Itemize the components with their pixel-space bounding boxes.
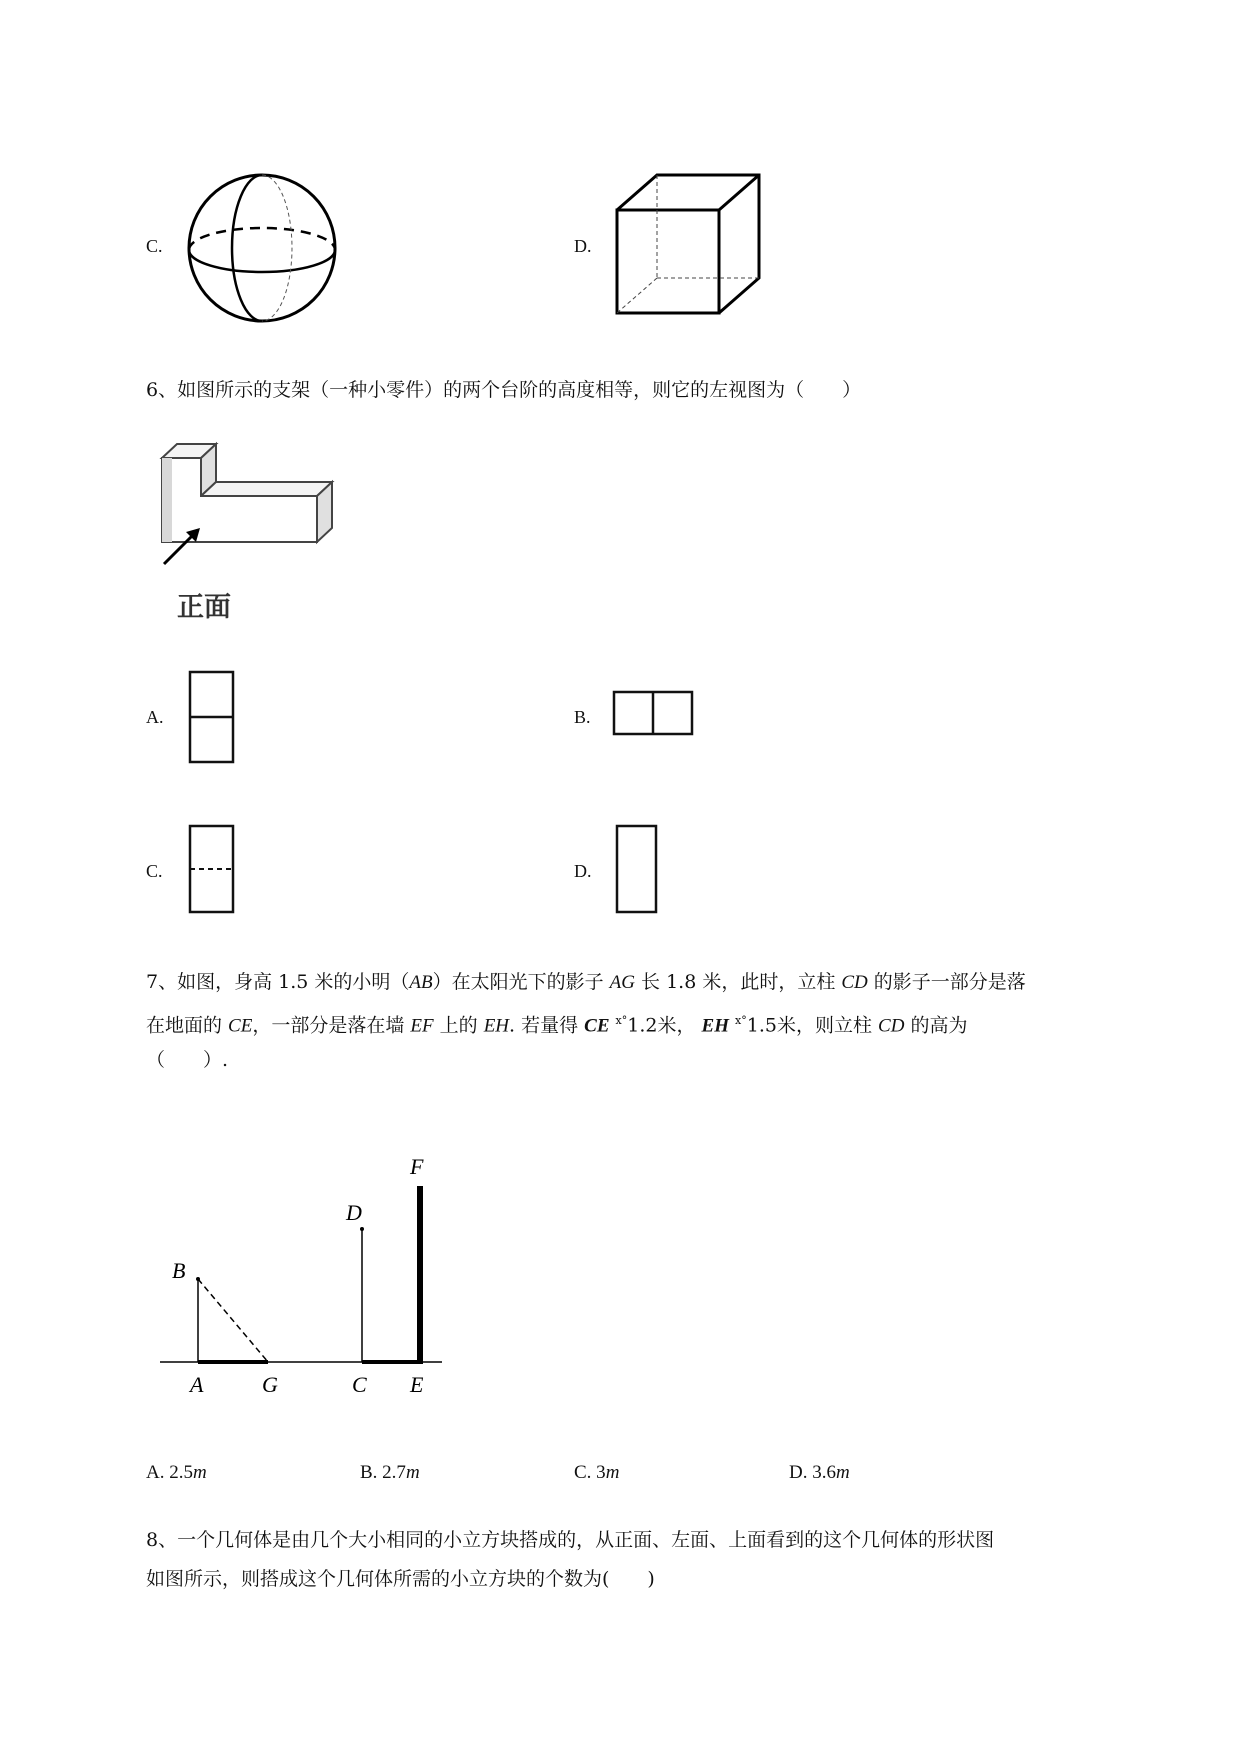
label-e: E <box>410 1372 424 1397</box>
q8-line1: 8、一个几何体是由几个大小相同的小立方块搭成的，从正面、左面、上面看到的这个几何体的形状图 <box>146 1529 995 1551</box>
q6-stem: 6、如图所示的支架（一种小零件）的两个台阶的高度相等，则它的左视图为（ ） <box>146 379 862 401</box>
q7-choice-b[interactable]: B. 2.7m <box>360 1462 420 1483</box>
q7-choice-a[interactable]: A. 2.5m <box>146 1462 207 1483</box>
q7-line3: （ ）. <box>146 1049 229 1071</box>
cube-figure <box>612 170 772 320</box>
q7-shadow-diagram <box>150 1130 450 1410</box>
q6-option-a-figure <box>188 670 238 766</box>
front-label: 正面 <box>177 592 231 623</box>
q6-option-c-figure <box>188 824 238 916</box>
sphere-figure <box>182 168 342 328</box>
q6-option-a-label[interactable]: A. <box>146 707 164 727</box>
q6-option-d-figure <box>615 824 661 916</box>
q7-line1: 7、如图，身高 1.5 米的小明（AB）在太阳光下的影子 AG 长 1.8 米，此时，立柱 CD 的影子一部分是落 <box>146 971 1026 993</box>
bracket-figure <box>152 436 342 566</box>
label-b: B <box>172 1258 186 1283</box>
q6-option-b-figure <box>612 690 696 738</box>
label-c: C <box>352 1372 367 1397</box>
q7-choice-d[interactable]: D. 3.6m <box>789 1462 850 1483</box>
q6-option-d-label[interactable]: D. <box>574 861 592 881</box>
option-c-label: C. <box>146 236 163 256</box>
option-d-label: D. <box>574 236 592 256</box>
sunray-bg <box>198 1279 268 1362</box>
q7-choice-c[interactable]: C. 3m <box>574 1462 620 1483</box>
q6-option-b-label[interactable]: B. <box>574 707 591 727</box>
label-d: D <box>346 1200 362 1225</box>
q6-option-c-label[interactable]: C. <box>146 861 163 881</box>
label-g: G <box>262 1372 278 1397</box>
q7-line2: 在地面的 CE，一部分是落在墙 EF 上的 EH. 若量得 CE $^{x^\circ}$1.2米， EH $^{x^\circ}$1.5米，则立柱 CD 的高为 <box>146 1014 968 1037</box>
label-f: F <box>410 1154 424 1179</box>
label-a: A <box>190 1372 204 1397</box>
q8-line2: 如图所示，则搭成这个几何体所需的小立方块的个数为( ) <box>146 1568 655 1590</box>
